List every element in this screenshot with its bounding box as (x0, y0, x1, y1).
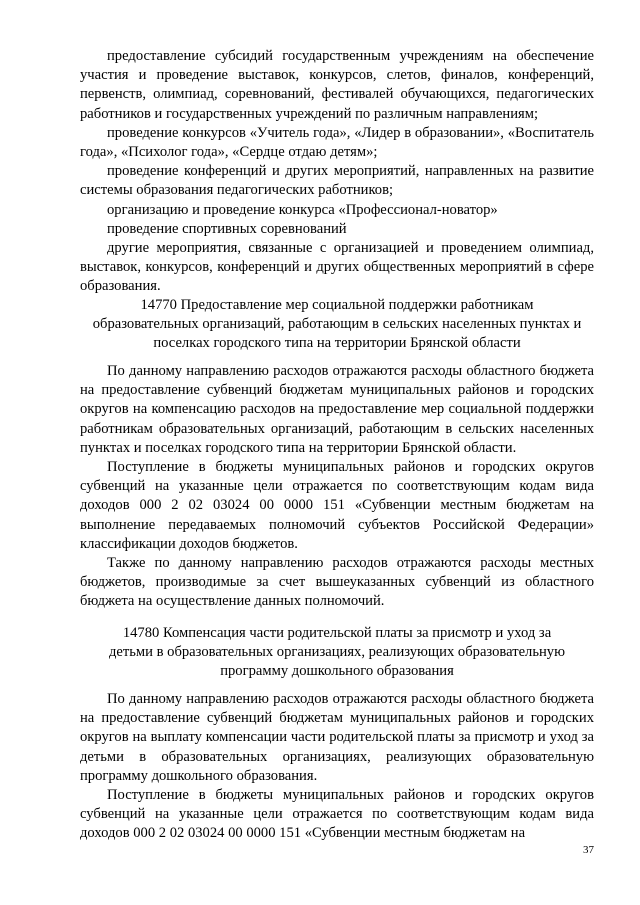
top-section (80, 47, 594, 297)
heading-line: 14780 Компенсация части родительской платы за присмотр и уход за (122, 625, 552, 641)
paragraph: Также по данному направлению расходов отражаются расходы местных бюджетов, производимые за счет вышеуказанных субвенций из областного бюджета на осуществление данных полномочий. (80, 555, 594, 610)
heading-line: 14770 Предоставление мер социальной поддержки работникам (140, 297, 534, 313)
section-body-14770 (80, 362, 594, 612)
list-item: другие мероприятия, связанные с организацией и проведением олимпиад, выставок, конкурсов, конференций и других общественных мероприятий в сфере образования. (80, 240, 594, 295)
section-body-14780 (80, 690, 594, 844)
list-item: проведение спортивных соревнований (107, 220, 347, 237)
paragraph: Поступление в бюджеты муниципальных районов и городских округов субвенций на указанные цели отражается по соответствующим кодам вида доходов 000 2 02 03024 00 0000 151 «Субвенции местным бюджетам на выполнение передаваемых полномочий субъектов Российской Федерации» классификации доходов бюджетов. (80, 459, 594, 552)
section-heading-14770 (80, 296, 594, 354)
paragraph: Поступление в бюджеты муниципальных районов и городских округов субвенций на указанные цели отражается по соответствующим кодам вида доходов 000 2 02 03024 00 0000 151 «Субвенции местным бюджетам на (80, 787, 594, 842)
section-heading-14780 (80, 624, 594, 682)
paragraph: По данному направлению расходов отражаются расходы областного бюджета на предоставление субвенций бюджетам муниципальных районов и городских округов на компенсацию расходов на предоставление мер социальной поддержки работникам образовательных организаций, работающим в сельских населенных пунктах и поселках городского типа на территории Брянской области. (80, 363, 594, 456)
list-item: организацию и проведение конкурса «Профессионал-новатор» (107, 201, 498, 218)
list-item: проведение конкурсов «Учитель года», «Лидер в образовании», «Воспитатель года», «Психолог года», «Сердце отдаю детям»; (80, 124, 594, 161)
page-number: 37 (583, 844, 594, 856)
list-item: предоставление субсидий государственным учреждениям на обеспечение участия и проведение выставок, конкурсов, слетов, финалов, конференций, первенств, олимпиад, соревнований, фестивалей обучающихся, педагогических работников и государственных учреждений по различным направлениям; (80, 48, 594, 122)
heading-line: поселках городского типа на территории Брянской области (153, 335, 521, 352)
heading-line: образовательных организаций, работающим в сельских населенных пунктах и (92, 316, 582, 333)
list-item: проведение конференций и других мероприятий, направленных на развитие системы образования педагогических работников; (80, 163, 594, 199)
heading-line: программу дошкольного образования (220, 663, 454, 680)
paragraph: По данному направлению расходов отражаются расходы областного бюджета на предоставление субвенций бюджетам муниципальных районов и городских округов на выплату компенсации части родительской платы за присмотр и уход за детьми в образовательных организациях, реализующих образовательную программу дошкольного образования. (80, 691, 594, 784)
heading-line: детьми в образовательных организациях, реализующих образовательную (108, 644, 565, 661)
